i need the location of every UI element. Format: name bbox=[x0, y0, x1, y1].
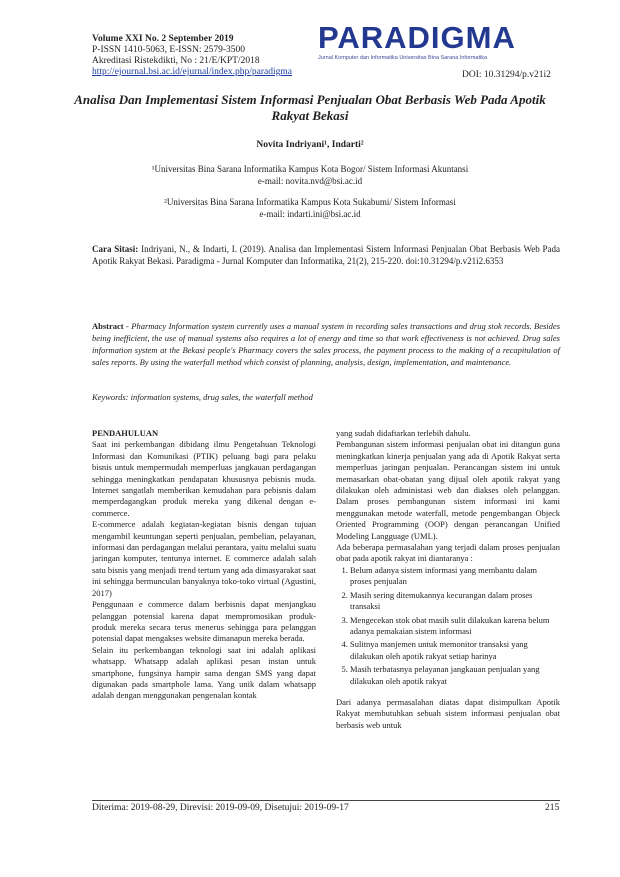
affiliation-2-email: e-mail: indarti.ini@bsi.ac.id bbox=[259, 209, 361, 219]
body-paragraph: Selain itu perkembangan teknologi saat ini adalah aplikasi whatsapp. Whatsapp adalah aplikasi pesan instan untuk smartphone, fungsinya hampir sama dengan SMS yang dapat digunakan pada smartphole lama. Yang unik dalam whatsapp adalah dengan menggunakan pengenalan kontak bbox=[92, 644, 316, 701]
citation-text: Indriyani, N., & Indarti, I. (2019). Analisa dan Implementasi Sistem Informasi Penjualan Obat Berbasis Web Pada Apotik Rakyat Bekasi. Paradigma - Jurnal Komputer dan Informatika, 21(2), 215-220. doi:10.31294/p.v21i2.6353 bbox=[92, 244, 560, 266]
journal-url-link[interactable]: http://ejournal.bsi.ac.id/ejurnal/index.php/paradigma bbox=[92, 67, 292, 77]
footer-dates: Diterima: 2019-08-29, Direvisi: 2019-09-09, Disetujui: 2019-09-17 bbox=[92, 803, 349, 813]
body-paragraph: Dari adanya permasalahan diatas dapat disimpulkan Apotik Rakyat membutuhkan sebuah sistem informasi penjualan obat berbasis web untuk bbox=[336, 696, 560, 730]
body-paragraph: yang sudah didaftarkan terlebih dahulu. bbox=[336, 428, 471, 438]
body-paragraph: Pembangunan sistem informasi penjualan obat ini ditangun guna meningkatkan kinerja penjualan yang ada di Apotik Rakyat serta memperluas jaringan penjualan. Perancangan sistem ini untuk memasarkan obat-obatan yang dijual oleh apotik rakyat yang dilakukan oleh administasi web dan diakses oleh pelanggan. Dalam proses pembangunan sistem informasi ini kami menggunakan metode waterfall, metode pengembangan Objeck Oriented Programming (OOP) dengan perancangan Unified Modeling Langguage (UML). bbox=[336, 439, 560, 541]
journal-volume: Volume XXI No. 2 September 2019 bbox=[92, 34, 234, 44]
doi-label: DOI: 10.31294/p.v21i2 bbox=[462, 70, 551, 80]
affiliation-1-email: e-mail: novita.nvd@bsi.ac.id bbox=[257, 176, 363, 186]
citation-label: Cara Sitasi: bbox=[92, 244, 139, 254]
body-left-column bbox=[92, 428, 316, 702]
abstract-label: Abstract bbox=[92, 321, 124, 331]
paradigma-logo bbox=[318, 22, 536, 61]
abstract-text: - Pharmacy Information system currently uses a manual system in recording sales transactions and drug stok records. Besides being inefficient, the use of manual systems also requires a lot of energy and time so that work effectiveness is not achieved. Drug sales information system at the Bekasi people's Pharmacy covers the sales process, the payment process to the making of a recapitulation of sales reports. By using the waterfall method which consist of planning, analysis, design, implementation, and maintenance. bbox=[92, 321, 560, 367]
journal-accreditation: Akreditasi Ristekdikti, No : 21/E/KPT/2018 bbox=[92, 56, 260, 66]
affiliation-2 bbox=[60, 196, 560, 220]
paper-title: Analisa Dan Implementasi Sistem Informasi Penjualan Obat Berbasis Web Pada Apotik Rakyat Bekasi bbox=[74, 92, 546, 123]
affiliation-1-institution: ¹Universitas Bina Sarana Informatika Kampus Kota Bogor/ Sistem Informasi Akuntansi bbox=[151, 164, 469, 174]
problem-list bbox=[336, 565, 560, 687]
list-item: 4. Sulitnya manjemen untuk memonitor transaksi yang dilakukan oleh apotik rakyat setiap harinya bbox=[350, 639, 560, 662]
citation-block bbox=[92, 243, 560, 267]
journal-issn: P-ISSN 1410-5063, E-ISSN: 2579-3500 bbox=[92, 45, 246, 55]
affiliation-1 bbox=[60, 163, 560, 187]
logo-tagline: Jurnal Komputer dan Informatika Universitas Bina Sarana Informatika bbox=[318, 55, 488, 61]
list-item: 2. Masih sering ditemukannya kecurangan dalam proses transaksi bbox=[350, 590, 560, 613]
page-number: 215 bbox=[545, 803, 560, 813]
body-paragraph: Saat ini perkembangan dibidang ilmu Pengetahuan Teknologi Informasi dan Komunikasi (PTIK) peluang bagi para pelaku bisnis untuk mempermudah memperluas jangkauan perdagangan sehingga meningkatkan pendapatan khususnya pebisnis muda. Internet sangatlah memberikan kemudahan para pebisnis dalam memperdagangkan produk mereka yang dikenal dengan e-commerce. bbox=[92, 439, 316, 518]
list-item: 5. Masih terbatasnya pelayanan jangkauan penjualan yang dilakukan oleh apotik rakyat bbox=[350, 664, 560, 687]
list-item: 3. Mengecekan stok obat masih sulit dilakukan karena belum adanya pemakaian sistem informasi bbox=[350, 615, 560, 638]
affiliation-2-institution: ²Universitas Bina Sarana Informatika Kampus Kota Sukabumi/ Sistem Informasi bbox=[164, 197, 456, 207]
body-paragraph: Penggunaan e commerce dalam berbisnis dapat menjangkau pelanggan potensial karena dapat mempromosikan produk-produk mereka secara terus menerus sehingga para pelanggan potensial dapat mengakses website dimanapun mereka berada. bbox=[92, 599, 316, 644]
logo-wordmark: PARADIGMA bbox=[318, 20, 516, 55]
body-paragraph: Ada beberapa permasalahan yang terjadi dalam proses penjualan obat pada apotik rakyat ini diantaranya : bbox=[336, 542, 560, 564]
list-item: 1. Belum adanya sistem informasi yang membantu dalam proses penjualan bbox=[350, 565, 560, 588]
footer-divider bbox=[92, 800, 560, 801]
abstract-block bbox=[92, 320, 560, 368]
paper-authors: Novita Indriyani¹, Indarti² bbox=[256, 140, 364, 150]
body-right-column bbox=[336, 428, 560, 731]
keywords: Keywords: information systems, drug sales, the waterfall method bbox=[92, 392, 313, 402]
body-paragraph: E-commerce adalah kegiatan-kegiatan bisnis dengan tujuan mengambil keuntungan seperti penjualan, pembelian, pelayanan, informasi dan perdagangan melalui perantara, yaitu melalui suatu jaringan komputer, tentunya internet. E commerce adalah salah satu bisnis yang menjadi trend tertum yang ada dimasyarakat saat ini sehingga bermunculan banyaknya toko-toko virtual (Agustini, 2017) bbox=[92, 519, 316, 598]
section-title: PENDAHULUAN bbox=[92, 428, 159, 438]
